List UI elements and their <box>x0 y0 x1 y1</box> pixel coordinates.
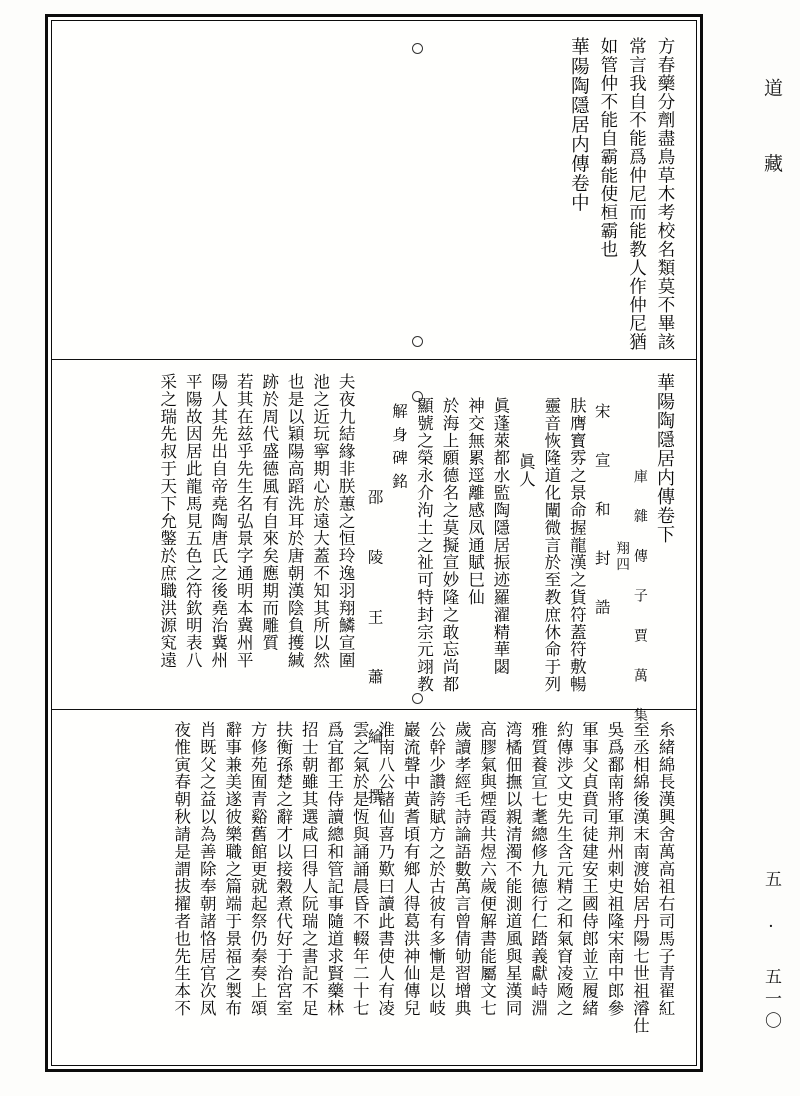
text-column: 吳爲鄱南將軍荆州刺史祖隆宋南中郎參 <box>605 721 625 1017</box>
text-column: 巖流聲中黃耆頃有鄉人得葛洪神仙傳兒 <box>401 721 421 1017</box>
text-column: 於海上願德名之莫擬宣妙隆之敢忘尚都 <box>439 397 459 693</box>
juan-xia-title: 華陽陶隱居内傳卷下 <box>654 373 675 544</box>
text-block-inner-rule <box>51 20 697 1066</box>
section-divider-1 <box>52 359 696 360</box>
inscription-author-line: 邵 陵 王 蕭 綸 撰 <box>365 489 384 817</box>
text-column: 方春藥分劑盡鳥草木考校名類莫不畢該 <box>655 37 675 351</box>
text-column: 常言我自不能爲仲尼而能教人作仲尼猶 <box>626 37 647 351</box>
text-column: 陽人其先出自帝堯陶唐氏之後堯治冀州 <box>208 373 228 669</box>
text-column: 軍事父貞賁司徒建安王國侍郎並立履緒 <box>579 721 599 1017</box>
text-column: 公幹少讚誇賦方之於古彼有多慚是以岐 <box>426 721 446 1017</box>
text-column: 雅質養宣七耄總修九德行仁踏義獻峙淵 <box>528 721 548 1017</box>
text-column: 平陽故因居此龍馬見五色之符欽明表八 <box>183 373 203 669</box>
text-column: 約傳渉文史先生含元精之和氣窅凌飏之 <box>554 721 574 1017</box>
text-column: 肖既父之益以為善除奉朝諸恪居官次凤 <box>197 721 217 1017</box>
text-column: 方修苑囿青谿舊館更就起祭仍秦奏上頌 <box>248 721 268 1017</box>
text-column: 扶衡孫楚之辭才以接穀煮代好于治宮室 <box>273 721 293 1017</box>
fascicle-column: 翔四 <box>613 541 630 574</box>
text-column: 神交無累逕離感凤通賦巳仙 <box>465 397 485 606</box>
text-column: 肤膺寳雰之景命握龍漢之貨符蓋符敷暢 <box>567 397 587 693</box>
text-column: 雲之氣於是恆與誦誦晨昏不輟年二十七 <box>350 721 370 1017</box>
text-column: 至丞相綿後漢末南渡始居丹陽七世祖濬仕 <box>630 721 650 1035</box>
text-column: 淮南八公諸仙喜乃歎曰讀此書使人有凌 <box>375 721 395 1017</box>
collection-label: 道 藏 <box>761 78 783 190</box>
page-number-label: 五 · 五一〇 <box>761 870 781 1034</box>
text-block-frame <box>45 14 703 1072</box>
text-column: 辭事兼美遂彼樂職之篇端于景福之製布 <box>222 721 242 1017</box>
text-column: 招士朝雖其選咸曰得人阮瑞之書記不足 <box>299 721 319 1017</box>
text-column: 跡於周代盛德風有自來矣應期而雕質 <box>259 373 279 652</box>
text-column: 眞人 <box>516 453 536 488</box>
section-juan-xia-head <box>150 373 675 817</box>
catalog-column: 庫 雜 傳 子 賈 萬 集 <box>631 469 648 727</box>
edict-subtitle: 宋 宣 和 封 誥 <box>592 403 611 623</box>
inscription-title: 解身碑銘 <box>389 403 408 496</box>
text-column: 顯號之榮永介泃土之祉可特封宗元翊教 <box>414 397 434 693</box>
text-column: 眞蓬萊都水監陶隱居振迹羅濯精華閟 <box>490 397 510 676</box>
text-column: 糸緒綿長漢興舍萬高祖右司馬子青翟紅 <box>656 721 675 1017</box>
text-column: 靈音恢隆道化闡微言於至教庶休命于列 <box>541 397 561 693</box>
text-column: 采之瑞先叔于天下允鐅於庶職洪源䆒遠 <box>157 373 177 669</box>
text-column: 爲宜都王侍讀總和管記事隨道求賢藥林 <box>324 721 344 1017</box>
text-column: 夜惟寅春朝秋請是謂拔擢者也先生本不 <box>171 721 191 1017</box>
text-column: 若其在兹乎先生名弘景字通明本冀州平 <box>234 373 254 669</box>
text-column: 也是以穎陽高蹈洗耳於唐朝漢陰負擭緘 <box>285 373 305 669</box>
text-column: 夫夜九結緣非朕蕙之恒玲逸羽翔鱗宣圍 <box>336 373 356 669</box>
juan-zhong-title: 華陽陶隱居内傳卷中 <box>568 37 590 213</box>
section-biography-body <box>164 721 674 1073</box>
text-column: 湾橘佃撫以親清濁不能測道風與星漢同 <box>503 721 523 1017</box>
text-column: 如管仲不能自霸能使桓霸也 <box>597 37 618 259</box>
registration-dot-icon <box>412 43 423 54</box>
registration-dot-icon <box>412 336 423 347</box>
text-column: 池之近玩寧期心於遠大蓋不知其所以然 <box>310 373 330 669</box>
text-column: 歲讀孝經毛詩論語數萬言曾倩劬習增典 <box>452 721 472 1017</box>
text-column: 高膠氣與煙霞共煜六歲便解書能屬文七 <box>477 721 497 1017</box>
section-juan-zhong-tail <box>543 37 674 349</box>
